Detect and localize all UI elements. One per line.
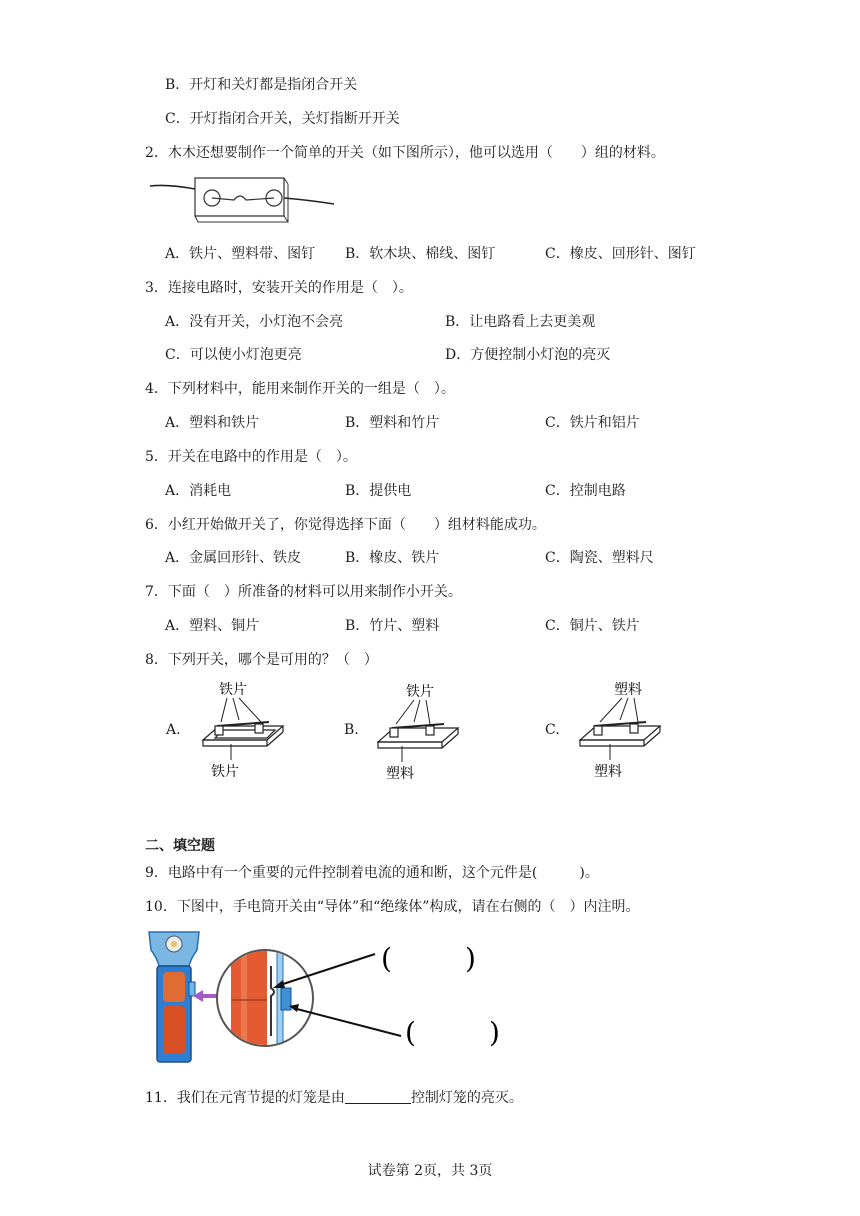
- switch-c-bottom-label: 塑料: [594, 764, 622, 780]
- q8-question: 8．下列开关，哪个是可用的？（ ）: [145, 652, 378, 668]
- q11-answer-blank: [345, 1089, 411, 1104]
- q2-option-b: B．软木块、棉线、图钉: [345, 246, 496, 262]
- page-footer: 试卷第 2页，共 3页: [367, 1163, 493, 1179]
- section-title-fill-blank: 二、填空题: [145, 838, 215, 854]
- q10-question: 10．下图中，手电筒开关由“导体”和“绝缘体”构成，请在右侧的（ ）内注明。: [145, 899, 640, 915]
- q3-option-b: B．让电路看上去更美观: [445, 314, 596, 330]
- q7-option-c: C．铜片、铁片: [545, 618, 640, 634]
- q6-option-a: A．金属回形针、铁皮: [165, 550, 302, 566]
- q1-option-b: B．开灯和关灯都是指闭合开关: [165, 77, 358, 93]
- switch-figure-b: [370, 680, 460, 784]
- q9-text-before: 9．电路中有一个重要的元件控制着电流的通和断，这个元件是(: [145, 865, 538, 881]
- q7-option-b: B．竹片、塑料: [345, 618, 440, 634]
- q4-option-c: C．铁片和铝片: [545, 415, 640, 431]
- q4-option-b: B．塑料和竹片: [345, 415, 440, 431]
- q8-option-c-letter: C.: [545, 722, 560, 738]
- q2-option-c: C．橡皮、回形针、图钉: [545, 246, 696, 262]
- q5-question: 5．开关在电路中的作用是（ ）。: [145, 449, 357, 465]
- simple-switch-figure: [148, 170, 338, 226]
- q3-option-d: D．方便控制小灯泡的亮灭: [445, 347, 611, 363]
- switch-figure-a: [195, 678, 285, 782]
- q5-option-c: C．控制电路: [545, 483, 626, 499]
- q6-option-c: C．陶瓷、塑料尺: [545, 550, 654, 566]
- q11-text-after: 控制灯笼的亮灭。: [410, 1090, 523, 1106]
- switch-a-top-label: 铁片: [219, 682, 247, 698]
- q10-paren1-open: (: [381, 942, 392, 975]
- flashlight-figure: [145, 926, 515, 1072]
- q9-question: [145, 862, 599, 882]
- q2-option-a: A．铁片、塑料带、图钉: [165, 246, 316, 262]
- q7-question: 7．下面（ ）所准备的材料可以用来制作小开关。: [145, 584, 462, 600]
- q4-question: 4．下列材料中，能用来制作开关的一组是（ ）。: [145, 381, 455, 397]
- switch-c-top-label: 塑料: [614, 682, 642, 698]
- q1-option-c: C．开灯指闭合开关，关灯指断开开关: [165, 111, 400, 127]
- q10-paren2-close: ): [489, 1016, 500, 1049]
- switch-b-top-label: 铁片: [406, 684, 434, 700]
- q5-option-b: B．提供电: [345, 483, 412, 499]
- q8-option-a-letter: A.: [166, 722, 181, 738]
- switch-figure-c: [572, 678, 662, 782]
- q2-question: 2．木木还想要制作一个简单的开关（如下图所示），他可以选用（ ）组的材料。: [145, 145, 665, 161]
- q10-paren2-open: (: [405, 1016, 416, 1049]
- q5-option-a: A．消耗电: [165, 483, 232, 499]
- q3-option-c: C．可以使小灯泡更亮: [165, 347, 302, 363]
- q6-question: 6．小红开始做开关了，你觉得选择下面（ ）组材料能成功。: [145, 517, 546, 533]
- q11-question: [145, 1087, 523, 1107]
- q8-option-b-letter: B.: [344, 722, 359, 738]
- switch-a-bottom-label: 铁片: [211, 764, 239, 780]
- q10-paren1-close: ): [465, 942, 476, 975]
- q3-question: 3．连接电路时，安装开关的作用是（ ）。: [145, 280, 413, 296]
- q11-text-before: 11．我们在元宵节提的灯笼是由: [145, 1090, 345, 1106]
- q6-option-b: B．橡皮、铁片: [345, 550, 440, 566]
- q3-option-a: A．没有开关，小灯泡不会亮: [165, 314, 344, 330]
- switch-b-bottom-label: 塑料: [386, 766, 414, 782]
- q7-option-a: A．塑料、铜片: [165, 618, 260, 634]
- q9-text-after: )。: [579, 865, 599, 881]
- q4-option-a: A．塑料和铁片: [165, 415, 260, 431]
